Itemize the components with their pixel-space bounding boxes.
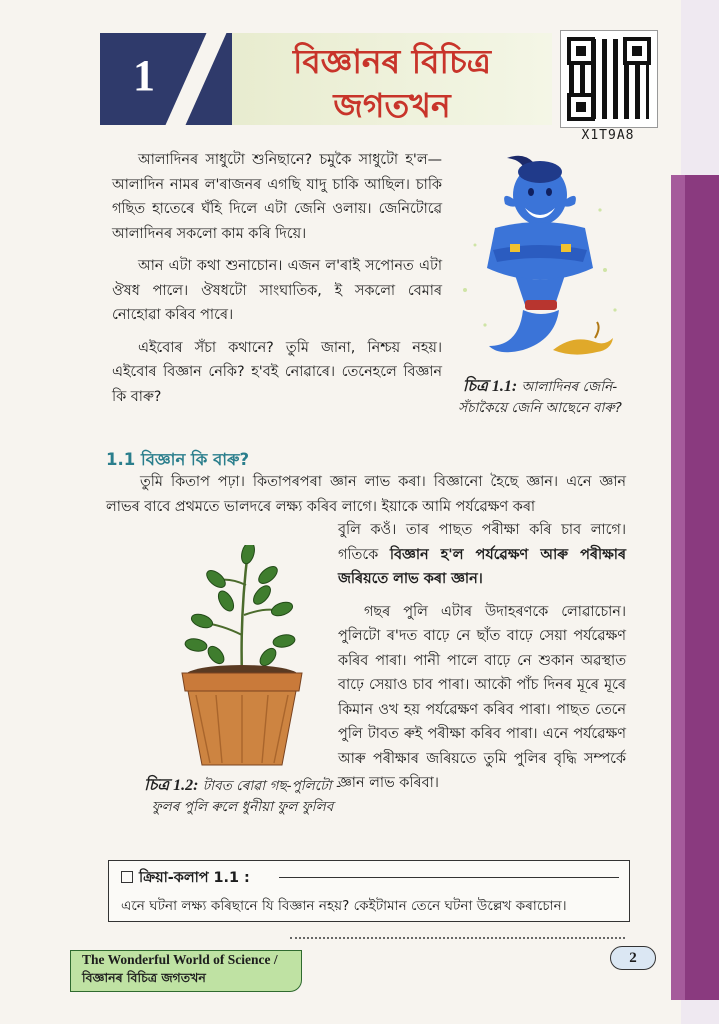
activity-text: এনে ঘটনা লক্ষ্য কৰিছানে যি বিজ্ঞান নহয়? কেইটামান তেনে ঘটনা উল্লেখ কৰাচোন। (121, 898, 567, 914)
qr-finder-bottom-left (567, 93, 595, 121)
potted-plant-illustration (172, 545, 312, 775)
activity-title: ক্ৰিয়া-কলাপ 1.1 : (139, 870, 250, 886)
intro-paragraph-2: আন এটা কথা শুনাচোন। এজন ল'ৰাই সপোনত এটা ঔষধ পালে। ঔষধটো সাংঘাতিক, ই সকলো বেমাৰ নোহোৱা কৰিব পাৰে। (112, 258, 442, 323)
intro-text (112, 148, 442, 417)
page-number: 2 (610, 946, 656, 970)
qr-code-label: X1T9A8 (581, 128, 635, 143)
chapter-title-line2: জগতখন (333, 86, 451, 125)
genie-illustration (455, 150, 625, 370)
body-line2: বুলি কওঁ। তাৰ পাছত পৰীক্ষা কৰি চাব লাগে। গতিকে (338, 522, 626, 563)
figure-2-caption-text: টাবত ৰোৱা গছ-পুলিটো - ফুলৰ পুলি ৰুলে ধুনীয়া ফুল ফুলিব (151, 778, 341, 815)
figure-2-label: চিত্ৰ 1.2: (144, 777, 199, 794)
body-paragraph-1-start: তুমি কিতাপ পঢ়া। কিতাপৰপৰা জ্ঞান লাভ কৰা। বিজ্ঞানো হৈছে জ্ঞান। এনে জ্ঞান লাভৰ বাবে প্ৰথমতে ভালদৰে লক্ষ্য কৰিব লাগে। ইয়াকে আমি পৰ্যৱেক্ষণ কৰা (106, 474, 626, 515)
side-decoration-band (685, 175, 719, 1000)
activity-checkbox-icon (121, 871, 133, 883)
footer-book-title-en: The Wonderful World of Science / (82, 952, 278, 967)
science-definition: বিজ্ঞান হ'ল পৰ্যৱেক্ষণ আৰু পৰীক্ষাৰ জৰিয়তে লাভ কৰা জ্ঞান। (338, 546, 627, 587)
chapter-number: 1 (133, 51, 155, 100)
activity-heading (121, 867, 250, 891)
footer-book-title-as: বিজ্ঞানৰ বিচিত্ৰ জগতখন (82, 970, 206, 985)
qr-code-image[interactable] (560, 30, 658, 128)
activity-box (108, 860, 630, 922)
section-number: 1.1 (106, 450, 136, 469)
intro-paragraph-3: এইবোৰ সঁচা কথানে? তুমি জানা, নিশ্চয় নহয়। এইবোৰ বিজ্ঞান নেকি? হ'বই নোৱাৰে। তেনেহলে বিজ্ঞান কি বাৰু? (112, 339, 442, 405)
body-right-column (338, 518, 626, 804)
figure-2-caption (130, 775, 355, 818)
qr-finder-top-right (623, 37, 651, 65)
body-paragraph-1-end (338, 518, 626, 592)
body-paragraph-2: গছৰ পুলি এটাৰ উদাহৰণকে লোৱাচোন। পুলিটো ৰ'দত বাঢ়ে নে ছাঁত বাঢ়ে সেয়া পৰ্যৱেক্ষণ কৰিব পাৰা। পানী পালে বাঢ়ে নে শুকান অৱস্থাত বাঢ়ে সেয়াও চাব পাৰা। আকৌ পাঁচ দিনৰ মূৰে মূৰে কিমান ওখ হয় পৰ্যৱেক্ষণ কৰিব পাৰা। পাছত তেনে পুলি টাবত ৰুই পৰীক্ষা কৰিব পাৰা। এনে পৰ্যৱেক্ষণ আৰু পৰীক্ষাৰ জৰিয়তে তুমি পুলিৰ বৃদ্ধি সম্পৰ্কে জ্ঞান লাভ কৰিবা। (338, 603, 626, 791)
intro-paragraph-1: আলাদিনৰ সাধুটো শুনিছানে? চমুকৈ সাধুটো হ'ল—আলাদিন নামৰ ল'ৰাজনৰ এগছি যাদু চাকি আছিল। চাকি গছিত হাতেৰে ঘঁহি দিলে এটা জেনি ওলায়। জেনিটোৱে আলাদিনৰ সকলো কাম কৰি দিয়ে। (112, 152, 442, 242)
figure-1-caption (440, 376, 640, 419)
figure-1-label: চিত্ৰ 1.1: (462, 378, 518, 395)
chapter-title-line1: বিজ্ঞানৰ বিচিত্ৰ (292, 42, 492, 81)
footer-dotted-rule (290, 937, 625, 939)
section-title: বিজ্ঞান কি বাৰু? (140, 450, 250, 469)
figure-1-caption-text: আলাদিনৰ জেনি- সঁচাকৈয়ে জেনি আছেনে বাৰু? (458, 379, 622, 416)
activity-rule (279, 877, 619, 878)
qr-finder-top-left (567, 37, 595, 65)
